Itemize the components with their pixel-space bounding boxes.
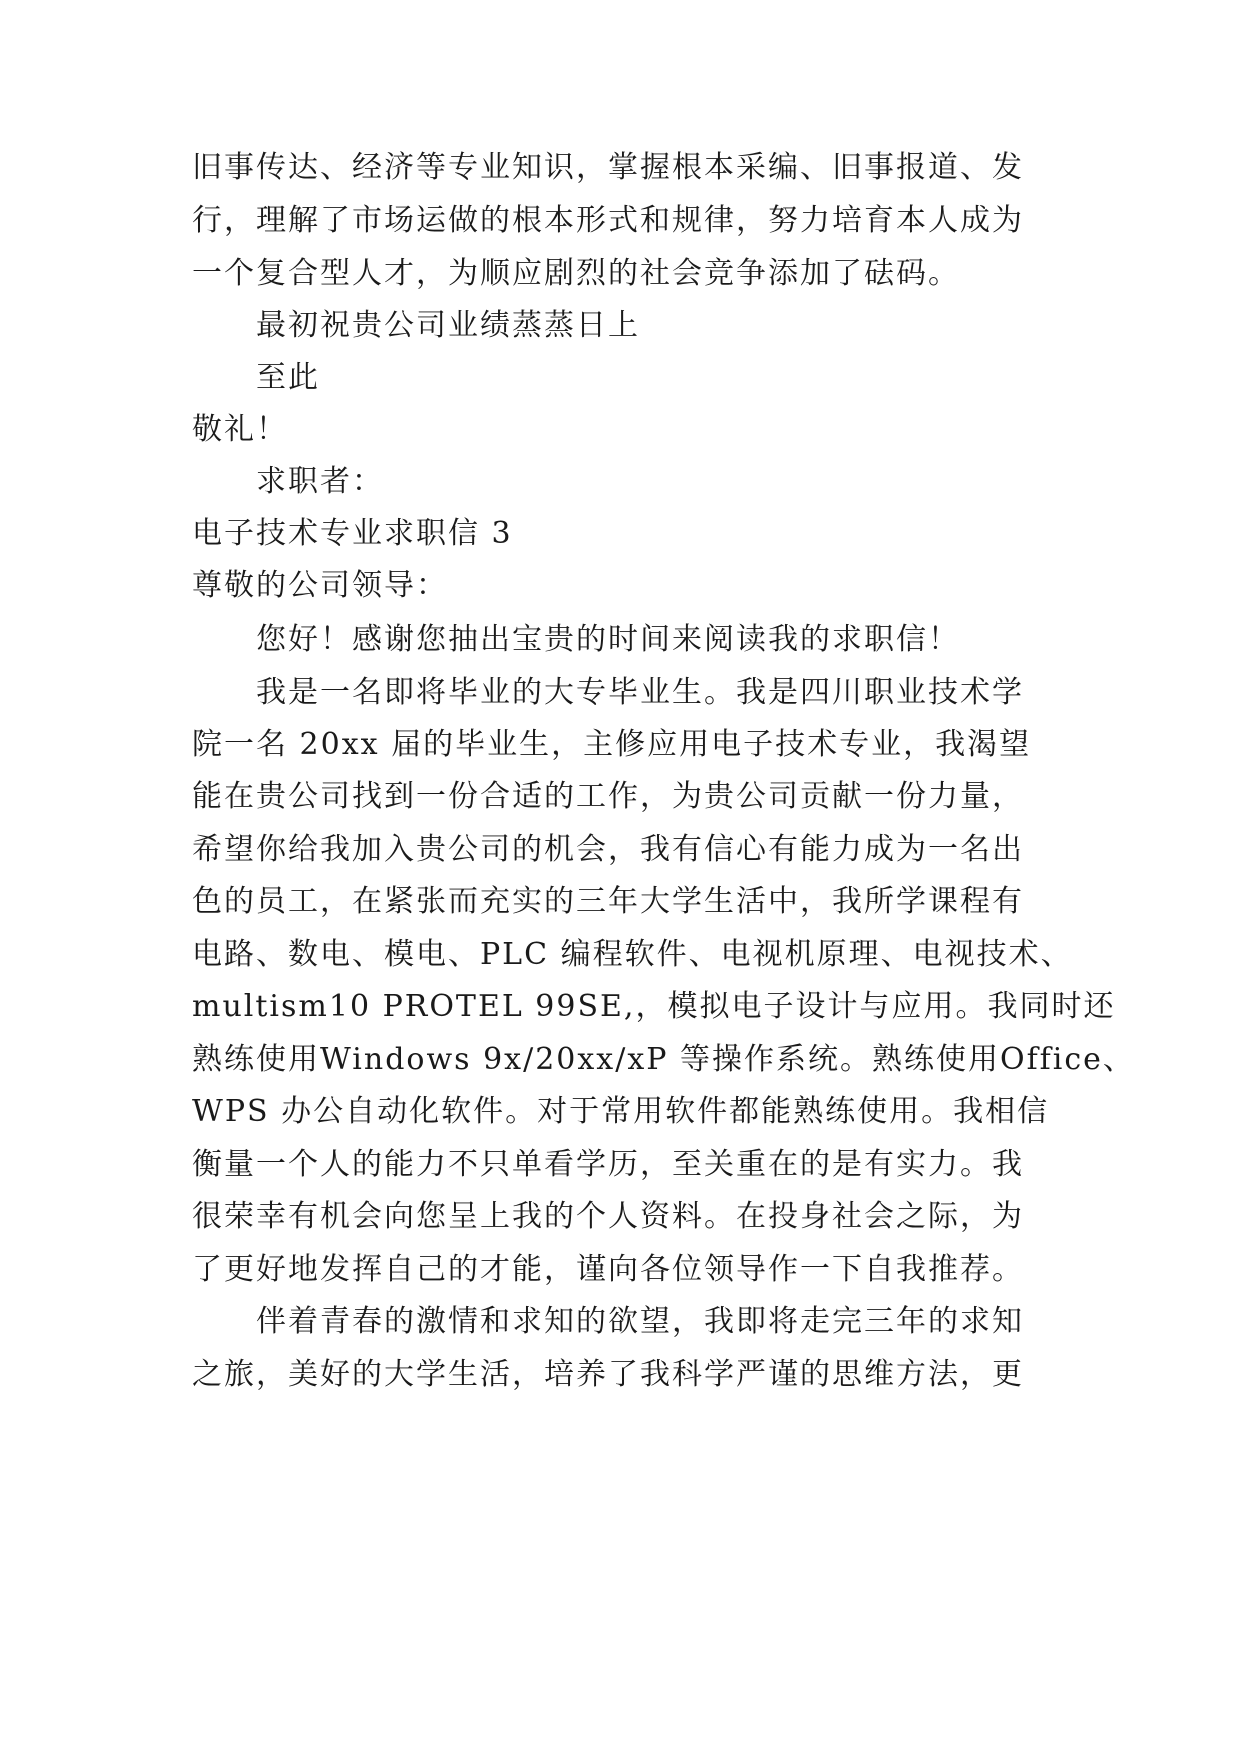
paragraph-line: 很荣幸有机会向您呈上我的个人资料。在投身社会之际，为 <box>192 1199 1024 1234</box>
paragraph-line: 了更好地发挥自己的才能，谨向各位领导作一下自我推荐。 <box>192 1252 1024 1287</box>
paragraph-line: 我是一名即将毕业的大专毕业生。我是四川职业技术学 <box>256 675 1024 710</box>
paragraph-line: multism10 PROTEL 99SE,，模拟电子设计与应用。我同时还 <box>192 989 1116 1024</box>
letter-greeting: 尊敬的公司领导： <box>192 568 448 603</box>
closing-wish: 最初祝贵公司业绩蒸蒸日上 <box>256 308 640 343</box>
paragraph-line: 伴着青春的激情和求知的欲望，我即将走完三年的求知 <box>256 1304 1024 1339</box>
paragraph-line: 您好！感谢您抽出宝贵的时间来阅读我的求职信！ <box>256 622 960 657</box>
paragraph-line: 希望你给我加入贵公司的机会，我有信心有能力成为一名出 <box>192 832 1024 867</box>
paragraph-line: 电路、数电、模电、PLC 编程软件、电视机原理、电视技术、 <box>192 937 1073 972</box>
paragraph-line: 一个复合型人才，为顺应剧烈的社会竞争添加了砝码。 <box>192 256 960 291</box>
paragraph-line: 旧事传达、经济等专业知识，掌握根本采编、旧事报道、发 <box>192 150 1024 185</box>
paragraph-line: 能在贵公司找到一份合适的工作，为贵公司贡献一份力量， <box>192 779 1024 814</box>
paragraph-line: 衡量一个人的能力不只单看学历，至关重在的是有实力。我 <box>192 1147 1024 1182</box>
closing-phrase: 至此 <box>256 360 320 395</box>
section-heading: 电子技术专业求职信 3 <box>192 516 513 551</box>
paragraph-line: 之旅，美好的大学生活，培养了我科学严谨的思维方法，更 <box>192 1357 1024 1392</box>
paragraph-line: 色的员工，在紧张而充实的三年大学生活中，我所学课程有 <box>192 884 1024 919</box>
paragraph-line: 熟练使用Windows 9x/20xx/xP 等操作系统。熟练使用Office、 <box>192 1042 1135 1077</box>
paragraph-line: 院一名 20xx 届的毕业生，主修应用电子技术专业，我渴望 <box>192 727 1032 762</box>
salutation-regards: 敬礼！ <box>192 412 288 447</box>
paragraph-line: 行，理解了市场运做的根本形式和规律，努力培育本人成为 <box>192 203 1024 238</box>
signature-label: 求职者： <box>256 464 384 499</box>
paragraph-line: WPS 办公自动化软件。对于常用软件都能熟练使用。我相信 <box>192 1094 1050 1129</box>
